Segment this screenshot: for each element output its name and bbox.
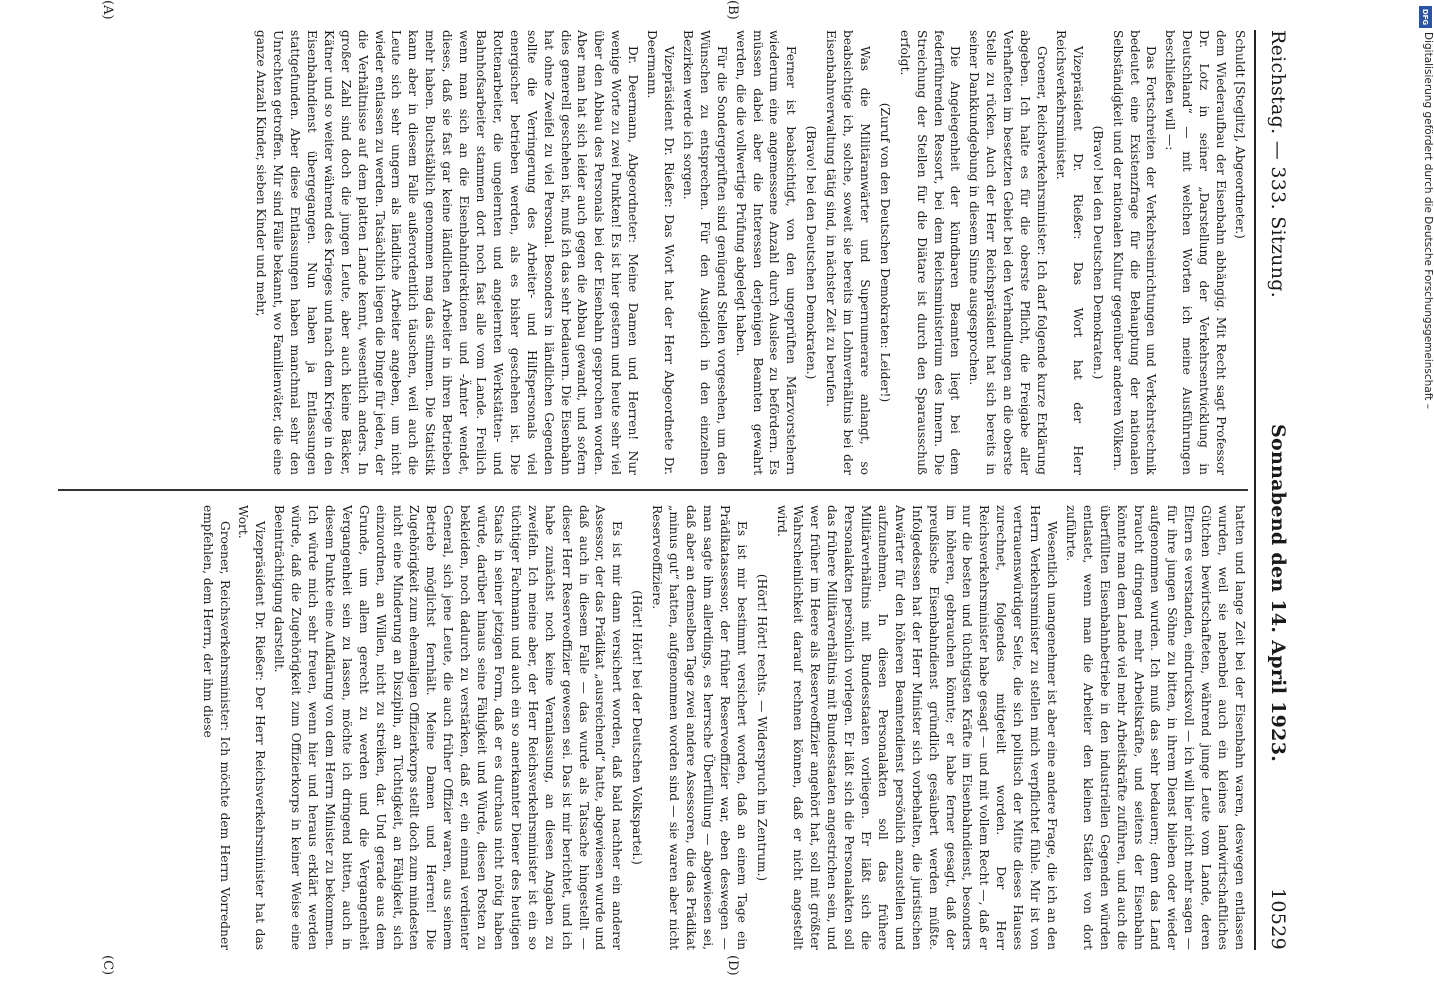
- paragraph: Für die Sondergeprüften sind genügend Stellen vorgesehen, um den Wünschen zu entsprechen. Für den Ausgleich in den einzelnen Bezirken werde ich sorgen.: [680, 30, 729, 475]
- paragraph: Was die Militäranwärter und Supernumerare anlangt, so beabsichtige ich, solche, soweit sie bereits im Lohnverhältnis bei der Eisenbahnverwaltung tätig sind, in nächster Zeit zu berufen.: [824, 30, 872, 475]
- paragraph: Dr. Deermann, Abgeordneter: Meine Damen und Herren! Nur wenige Worte zu zwei Punkten! Es ist hier gestern und heute sehr viel über den Abbau des Personals bei der Eisenbahn gesprochen worden. Aber man hat sich leider auch gegen die Abbau gewandt, und sofern dies generell geschehen ist, muß ich das sehr bedauern. Die Eisenbahn hat ohne Zweifel zu viel Personal. Besonders in ländlichen Gegenden sollte die Verringerung des Arbeiter- und Hilfspersonals viel energischer betrieben werden, als es bisher geschehen ist. Die Rottenarbeiter, die ungelernten und angelernten Werkstätten- und Bahnhofsarbeiter stammen dort noch fast alle vom Lande. Freilich wenn man sich an die Eisenbahndirektionen und -Ämter wendet, dieses, daß sie fast gar keine ländlichen Arbeiter in ihren Betrieben mehr haben. Buchstäblich genommen mag das stimmen. Die Statistik kann aber in diesem Falle außerordentlich täuschen, weil auch die Leute sich sehr ungern als ländliche Arbeiter angeben, um nicht wieder entlassen zu werden. Tatsächlich liegen die Dinge für jeden, der die Verhältnisse auf dem platten Lande kennt, wesentlich anders. In großer Zahl sind doch die jungen Leute, aber auch kleine Bäcker, Kätner und so weiter während des Krieges und nach dem Kriege in den Eisenbahndienst übergegangen. Nun haben ja Entlassungen stattgefunden. Aber diese Entlassungen haben manchmal sehr den Unrechten getroffen. Mir sind Fälle bekannt, wo Familienväter, die eine ganze Anzahl Kinder, sieben Kinder und mehr,: [254, 30, 641, 475]
- watermark-text: Digitalisierung gefördert durch die Deutsche Forschungsgemeinschaft –: [1422, 32, 1434, 409]
- margin-marker-c: (C): [100, 955, 115, 976]
- right-column: [58, 505, 1248, 950]
- paragraph: Wesentlich unangenehmer ist aber eine andere Frage, die ich an den Herrn Verkehrsminister zu stellen mich verpflichtet fühle. Mir ist von vertrauenswürdiger Seite, die sich politisch der Mitte dieses Hauses zurechnet, folgendes mitgeteilt worden. Der Herr Reichsverkehrsminister habe gesagt — und mit vollem Recht —, daß er nur die besten und tüchtigsten Kräfte im Eisenbahndienst, besonders im höheren, gebrauchen könnte; er habe ferner gesagt, daß der preußische Eisenbahndienst gründlich gesäubert werden müßte. Infolgedessen hat der Herr Minister sich vorbehalten, die juristischen Anwärter für den höheren Beamtendienst persönlich anzustellen und aufzunehmen. In diesen Personalakten soll das frühere Militärverhältnis mit Bundesstaaten vorliegen. Er läßt sich die Personalakten persönlich vorlegen. Er läßt sich die Personalakten soll das frühere Militärverhältnis mit Bundesstaaten angestrichen sein, und wer früher im Heere als Reserveoffizier angehört hat, soll mit größter Wahrscheinlichkeit darauf rechnen können, daß er nicht angestellt wird.: [774, 505, 1060, 950]
- margin-marker-d: (D): [725, 955, 740, 976]
- speaker-continuation: Schuldt [Steglitz], Abgeordneter.): [1233, 30, 1247, 239]
- interjection: (Zuruf von den Deutschen Demokraten: Leider!): [877, 102, 892, 403]
- paragraph: Vizepräsident Dr. Rießer: Das Wort hat der Herr Abgeordnete Dr. Deermann.: [645, 30, 676, 475]
- paragraph: Ferner ist beabsichtigt, von den ungeprüften Märzvorstehern wiederum eine angemessene Anzahl durch Auslese zu befördern. Es müssen dabei aber die Interessen derjenigen Beamten gewahrt werden, die die vollwertige Prüfung abgelegt haben.: [733, 30, 799, 475]
- column-divider: [58, 489, 1248, 491]
- interjection: (Hört! Hört! rechts. — Widerspruch im Zentrum.): [754, 573, 769, 882]
- interjection: (Bravo! bei den Deutschen Demokraten.): [1090, 125, 1105, 380]
- paragraph: Vizepräsident Dr. Rießer: Das Wort hat der Herr Reichsverkehrsminister.: [1053, 30, 1085, 475]
- paragraph: dem Wiederaufbau der Eisenbahn abhängig. Mit Recht sagt Professor Dr. Lotz in seiner „Darstellung der Verkehrsentwicklung in Deutschland“ — mit welchen Worten ich meine Ausführungen beschließen will —:: [1163, 30, 1229, 475]
- paragraph: Es ist mir bestimmt versichert worden, daß an einem Tage ein Prädikatassessor, der früher Reserveoffizier war, eben deswegen — man sagte ihm allerdings, es herrsche Überfüllung — abgewiesen sei, daß aber an demselben Tage zwei andere Assessoren, die das Prädikat „minus gut“ hatten, aufgenommen worden sind — sie waren aber nicht Reserveoffiziere.: [650, 505, 749, 950]
- quotation: Das Fortschreiten der Verkehrseinrichtungen und Verkehrstechnik bedeutet eine Existenzfrage für die Behauptung der nationalen Selbständigkeit und der nationalen Kultur gegenüber anderen Völkern.: [1110, 30, 1159, 475]
- left-column: [58, 30, 1248, 475]
- dfg-logo: DFG: [1419, 6, 1432, 28]
- interjection: (Bravo! bei den Deutschen Demokraten.): [804, 125, 819, 380]
- margin-marker-a: (A): [100, 0, 115, 20]
- margin-marker-b: (B): [725, 0, 740, 20]
- paragraph: Vizepräsident Dr. Rießer: Der Herr Reichsverkehrsminister hat das Wort.: [236, 505, 268, 950]
- header-date: Sonnabend den 14. April 1923.: [1267, 423, 1289, 763]
- paragraph: Groener, Reichsverkehrsminister: Ich darf folgende kurze Erklärung abgeben. Ich halte es für die oberste Pflicht, die Freigabe aller Verhafteten im besetzten Gebiet bei den Verhandlungen an die oberste Stelle zu rücken. Auch der Herr Reichspräsident hat sich bereits in seiner Dankkundgebung in diesem Sinne ausgesprochen.: [967, 30, 1050, 475]
- paragraph: Die Angelegenheit der kündbaren Beamten liegt bei dem federführenden Ressort, bei dem Reichsministerium des Innern. Die Streichung der Stellen für die Diätare ist durch den Sparausschuß erfolgt.: [897, 30, 963, 475]
- page-number: 10529: [1267, 888, 1289, 950]
- paragraph: Es ist mir dann versichert worden, daß bald nachher ein anderer Assessor, der das Prädikat „ausreichend“ hatte, abgewiesen wurde und daß auch in diesem Falle — das wurde als Tatsache hingestellt — dieser Herr Reserveoffizier gewesen sei. Das ist mir berichtet, und ich habe zunächst noch keine Veranlassung, an diesen Angaben zu zweifeln. Ich meine aber, der Herr Reichsverkehrsminister ist ein so tüchtiger Fachmann und auch ein so anerkannter Diener des heutigen Staats in seiner jetzigen Form, daß er es durchaus nicht nötig haben würde, darüber hinaus seine Fähigkeit und Würde, diesen Posten zu bekleiden, noch dadurch zu verstärken, daß er, ein einmal verdienter General, sich jene Leute, die auch früher Offizier waren, aus seinem Betrieb möglichst fernhält. Meine Damen und Herren! Die Zugehörigkeit zum ehemaligen Offizierkorps stellt doch zum mindesten nicht eine Minderung an Disziplin, an Tüchtigkeit, an Fähigkeit, sich einzuordnen, an Willen, nicht zu streiken, dar. Und gerade aus dem Grunde, um allem gerecht zu werden und die Vergangenheit Vergangenheit sein zu lassen, möchte ich dringend bitten, auch in diesem Punkte eine Aufklärung von dem Herrn Minister zu bekommen. Ich würde mich sehr freuen, wenn hier und heraus erklärt werden würde, daß die Zugehörigkeit zum Offizierkorps in keiner Weise eine Beeinträchtigung darstellt.: [272, 505, 625, 950]
- header-rule: [1254, 30, 1256, 950]
- header-left: Reichstag. — 333. Sitzung.: [1267, 30, 1289, 299]
- rotated-document-page: [40, 0, 1300, 976]
- paragraph: Groener, Reichsverkehrsminister: Ich möchte dem Herrn Vorredner empfehlen, dem Herrn, der ihm diese: [200, 505, 232, 950]
- page-header: [1256, 30, 1300, 950]
- digitization-watermark: [1420, 8, 1434, 998]
- paragraph: hatten und lange Zeit bei der Eisenbahn waren, deswegen entlassen wurden, weil sie nebenbei auch ein kleines landwirtschaftliches Gütchen bewirtschafteten, während junge Leute vom Lande, deren Eltern es verstanden, eindrucksvoll — ich will hier nicht mehr sagen — für ihre jungen Söhne zu bitten, in ihrem Dienst blieben oder wieder aufgenommen wurden. Ich muß das sehr bedauern; denn das Land braucht dringend mehr Arbeitskräfte, und seitens der Eisenbahn könnte man dem Lande viel mehr Arbeitskräfte zuführen, und auch die überfüllten Eisenbahnbetriebe in den industriellen Gegenden würden entlastet, wenn man die Arbeiter den kleinen Städten von dort zuführte.: [1063, 505, 1247, 950]
- interjection: (Hört! Hört! bei der Deutschen Volkspartei.): [630, 590, 645, 865]
